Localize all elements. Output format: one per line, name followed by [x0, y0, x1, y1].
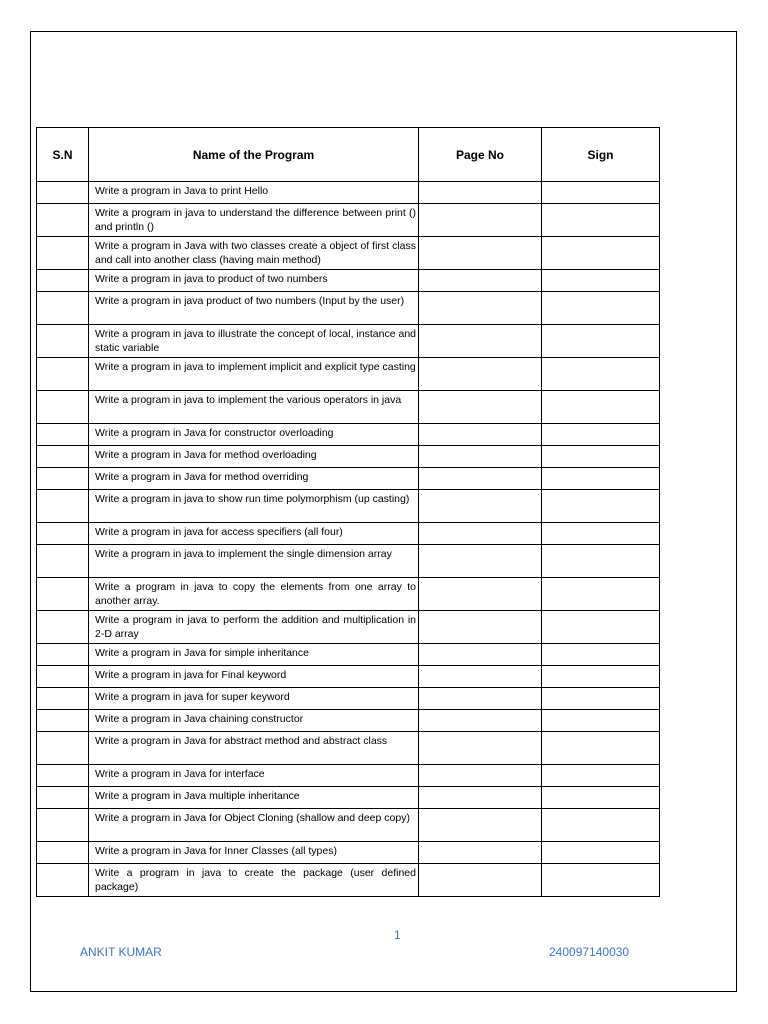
- cell-sn: [37, 765, 89, 787]
- cell-sn: [37, 325, 89, 358]
- cell-sign: [542, 358, 660, 391]
- cell-page-no: [419, 182, 542, 204]
- cell-sign: [542, 424, 660, 446]
- cell-sn: [37, 182, 89, 204]
- page-number: 1: [394, 928, 401, 942]
- table-row: [37, 523, 660, 545]
- cell-program-name: Write a program in java to understand the difference between print () and println (): [89, 204, 419, 237]
- table-row: [37, 424, 660, 446]
- cell-sign: [542, 204, 660, 237]
- table-row: [37, 732, 660, 765]
- table-row: [37, 842, 660, 864]
- table-row: [37, 688, 660, 710]
- cell-sn: [37, 644, 89, 666]
- cell-sign: [542, 545, 660, 578]
- table-row: [37, 468, 660, 490]
- cell-sn: [37, 578, 89, 611]
- cell-page-no: [419, 666, 542, 688]
- cell-program-name: Write a program in java to product of two numbers: [89, 270, 419, 292]
- cell-program-name: Write a program in Java for interface: [89, 765, 419, 787]
- cell-sign: [542, 864, 660, 897]
- table-row: [37, 710, 660, 732]
- cell-page-no: [419, 391, 542, 424]
- cell-program-name: Write a program in java to implement the various operators in java: [89, 391, 419, 424]
- table-row: [37, 446, 660, 468]
- cell-sign: [542, 270, 660, 292]
- cell-program-name: Write a program in java to copy the elements from one array to another array.: [89, 578, 419, 611]
- cell-sn: [37, 732, 89, 765]
- cell-page-no: [419, 446, 542, 468]
- cell-sign: [542, 237, 660, 270]
- cell-program-name: Write a program in Java to print Hello: [89, 182, 419, 204]
- cell-sn: [37, 468, 89, 490]
- cell-program-name: Write a program in Java multiple inheritance: [89, 787, 419, 809]
- cell-program-name: Write a program in java for access specifiers (all four): [89, 523, 419, 545]
- cell-sign: [542, 490, 660, 523]
- table-row: [37, 182, 660, 204]
- cell-sign: [542, 468, 660, 490]
- table-row: [37, 644, 660, 666]
- cell-sn: [37, 611, 89, 644]
- cell-page-no: [419, 358, 542, 391]
- program-index-table: [36, 127, 660, 897]
- student-name: ANKIT KUMAR: [80, 945, 162, 959]
- cell-program-name: Write a program in Java for method overloading: [89, 446, 419, 468]
- table-row: [37, 270, 660, 292]
- cell-sign: [542, 732, 660, 765]
- cell-page-no: [419, 688, 542, 710]
- table-header-row: [37, 128, 660, 182]
- cell-sn: [37, 391, 89, 424]
- cell-page-no: [419, 732, 542, 765]
- cell-program-name: Write a program in java to implement the single dimension array: [89, 545, 419, 578]
- table-row: [37, 292, 660, 325]
- cell-page-no: [419, 765, 542, 787]
- cell-sn: [37, 446, 89, 468]
- cell-page-no: [419, 864, 542, 897]
- table-row: [37, 864, 660, 897]
- cell-sign: [542, 787, 660, 809]
- cell-page-no: [419, 325, 542, 358]
- table-row: [37, 809, 660, 842]
- cell-sn: [37, 523, 89, 545]
- cell-program-name: Write a program in Java with two classes create a object of first class and call into another class (having main method): [89, 237, 419, 270]
- cell-sn: [37, 204, 89, 237]
- cell-sign: [542, 182, 660, 204]
- cell-sn: [37, 237, 89, 270]
- table-row: [37, 490, 660, 523]
- cell-page-no: [419, 842, 542, 864]
- table-row: [37, 237, 660, 270]
- cell-page-no: [419, 787, 542, 809]
- cell-page-no: [419, 611, 542, 644]
- cell-sn: [37, 842, 89, 864]
- cell-sn: [37, 809, 89, 842]
- cell-sign: [542, 578, 660, 611]
- cell-program-name: Write a program in Java chaining constructor: [89, 710, 419, 732]
- cell-sign: [542, 611, 660, 644]
- cell-program-name: Write a program in java to illustrate the concept of local, instance and static variable: [89, 325, 419, 358]
- cell-sign: [542, 523, 660, 545]
- table-row: [37, 358, 660, 391]
- cell-program-name: Write a program in java for Final keyword: [89, 666, 419, 688]
- cell-program-name: Write a program in Java for method overriding: [89, 468, 419, 490]
- header-sign: Sign: [542, 128, 660, 182]
- cell-sn: [37, 424, 89, 446]
- table-row: [37, 545, 660, 578]
- header-program-name: Name of the Program: [89, 128, 419, 182]
- cell-program-name: Write a program in java to show run time polymorphism (up casting): [89, 490, 419, 523]
- cell-page-no: [419, 523, 542, 545]
- table-row: [37, 611, 660, 644]
- header-sn: S.N: [37, 128, 89, 182]
- cell-sign: [542, 446, 660, 468]
- roll-number: 240097140030: [549, 945, 630, 959]
- cell-sign: [542, 644, 660, 666]
- cell-program-name: Write a program in java for super keyword: [89, 688, 419, 710]
- cell-sign: [542, 710, 660, 732]
- cell-sn: [37, 545, 89, 578]
- cell-program-name: Write a program in Java for simple inheritance: [89, 644, 419, 666]
- cell-sign: [542, 292, 660, 325]
- table-row: [37, 325, 660, 358]
- cell-page-no: [419, 644, 542, 666]
- table-row: [37, 578, 660, 611]
- cell-sn: [37, 688, 89, 710]
- cell-program-name: Write a program in java to implement implicit and explicit type casting: [89, 358, 419, 391]
- cell-sn: [37, 490, 89, 523]
- cell-page-no: [419, 204, 542, 237]
- cell-page-no: [419, 578, 542, 611]
- cell-sign: [542, 809, 660, 842]
- cell-program-name: Write a program in java to perform the addition and multiplication in 2-D array: [89, 611, 419, 644]
- cell-sign: [542, 842, 660, 864]
- cell-sign: [542, 765, 660, 787]
- cell-sn: [37, 270, 89, 292]
- cell-page-no: [419, 490, 542, 523]
- cell-sn: [37, 292, 89, 325]
- cell-sn: [37, 666, 89, 688]
- table-row: [37, 204, 660, 237]
- cell-page-no: [419, 545, 542, 578]
- cell-page-no: [419, 710, 542, 732]
- cell-page-no: [419, 809, 542, 842]
- cell-program-name: Write a program in Java for abstract method and abstract class: [89, 732, 419, 765]
- cell-sn: [37, 864, 89, 897]
- cell-page-no: [419, 468, 542, 490]
- cell-sign: [542, 666, 660, 688]
- cell-page-no: [419, 270, 542, 292]
- cell-program-name: Write a program in java to create the package (user defined package): [89, 864, 419, 897]
- cell-program-name: Write a program in Java for Inner Classes (all types): [89, 842, 419, 864]
- cell-program-name: Write a program in java product of two numbers (Input by the user): [89, 292, 419, 325]
- cell-sign: [542, 325, 660, 358]
- table-row: [37, 391, 660, 424]
- table-row: [37, 787, 660, 809]
- cell-sn: [37, 787, 89, 809]
- cell-page-no: [419, 424, 542, 446]
- cell-sign: [542, 391, 660, 424]
- cell-program-name: Write a program in Java for constructor overloading: [89, 424, 419, 446]
- cell-sn: [37, 358, 89, 391]
- table-row: [37, 666, 660, 688]
- cell-program-name: Write a program in Java for Object Cloning (shallow and deep copy): [89, 809, 419, 842]
- header-page-no: Page No: [419, 128, 542, 182]
- table-row: [37, 765, 660, 787]
- cell-sign: [542, 688, 660, 710]
- cell-page-no: [419, 292, 542, 325]
- cell-page-no: [419, 237, 542, 270]
- table-body: [37, 182, 660, 897]
- cell-sn: [37, 710, 89, 732]
